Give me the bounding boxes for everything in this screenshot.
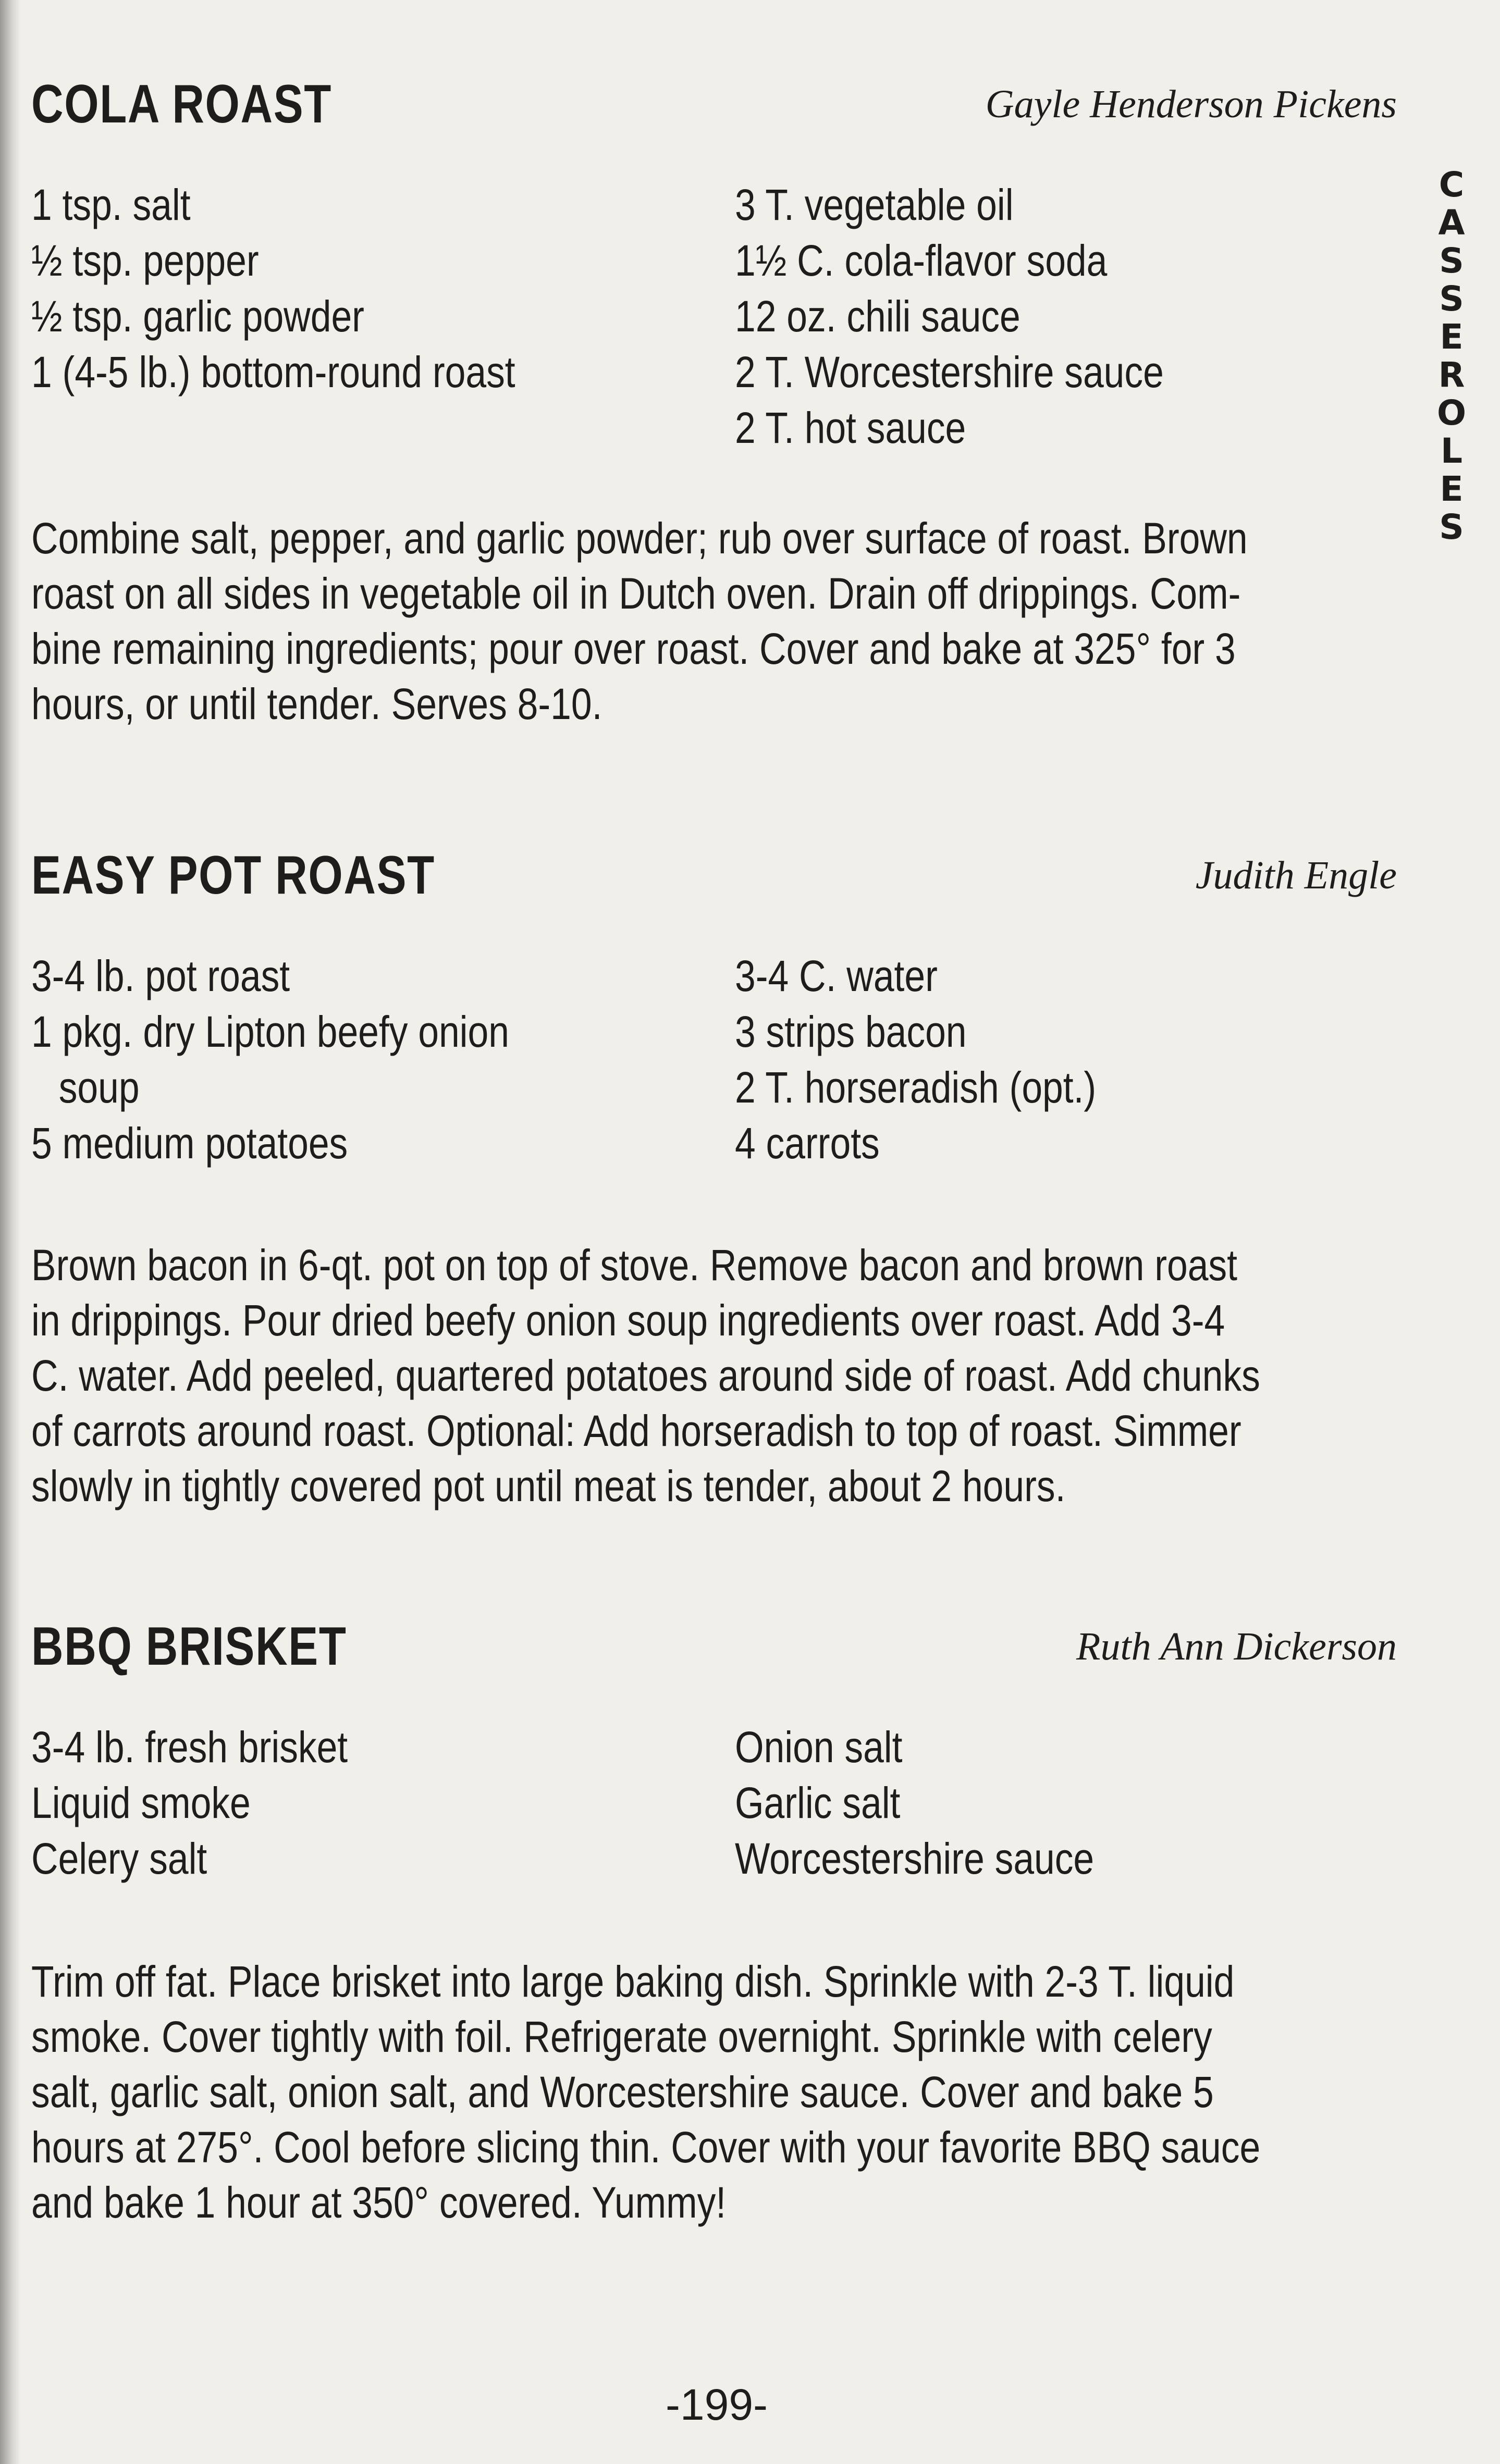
ingredient-item: Garlic salt — [735, 1778, 901, 1827]
ingredient-list — [31, 948, 1397, 1178]
recipe-header — [31, 844, 1397, 917]
recipe-directions — [31, 511, 1397, 732]
ingredient-item: Worcestershire sauce — [735, 1834, 1095, 1883]
ingredients-right-column — [735, 177, 1386, 456]
page-number: -199- — [665, 2380, 768, 2429]
ingredient-item: 5 medium potatoes — [31, 1119, 348, 1168]
ingredient-item: 3 strips bacon — [735, 1007, 967, 1056]
directions-line: Brown bacon in 6-qt. pot on top of stove. Remove bacon and brown roast — [31, 1241, 1237, 1290]
ingredient-item: 1½ C. cola-flavor soda — [735, 236, 1108, 285]
recipe-directions — [31, 1954, 1397, 2230]
ingredients-right-column — [735, 948, 1386, 1171]
side-tab-letter: S — [1439, 279, 1464, 319]
directions-line: salt, garlic salt, onion salt, and Worcestershire sauce. Cover and bake 5 — [31, 2067, 1214, 2116]
recipe-author: Judith Engle — [1195, 853, 1397, 897]
ingredient-item: 3-4 C. water — [735, 951, 938, 1000]
directions-line: slowly in tightly covered pot until meat is tender, about 2 hours. — [31, 1462, 1066, 1510]
ingredient-item: 2 T. hot sauce — [735, 403, 966, 452]
ingredient-item: 12 oz. chili sauce — [735, 292, 1021, 341]
ingredient-list — [31, 1719, 1397, 1897]
ingredient-list — [31, 177, 1397, 459]
ingredient-item: 3-4 lb. fresh brisket — [31, 1723, 348, 1772]
ingredient-item: Celery salt — [31, 1834, 207, 1883]
side-tab-letter: O — [1436, 393, 1467, 433]
section-side-tab — [1431, 166, 1472, 546]
directions-line: bine remaining ingredients; pour over roast. Cover and bake at 325° for 3 — [31, 624, 1236, 673]
ingredient-item: 1 (4-5 lb.) bottom-round roast — [31, 348, 515, 397]
ingredient-item: Onion salt — [735, 1723, 903, 1772]
ingredient-item: 3 T. vegetable oil — [735, 180, 1014, 229]
ingredient-item: 4 carrots — [735, 1119, 880, 1168]
recipe-header — [31, 1615, 1397, 1688]
side-tab-letter: E — [1440, 469, 1464, 509]
side-tab-letter: L — [1440, 431, 1463, 471]
recipe-title: EASY POT ROAST — [31, 845, 435, 906]
recipe-header — [31, 73, 1397, 146]
ingredient-item: ½ tsp. pepper — [31, 236, 259, 285]
directions-line: in drippings. Pour dried beefy onion soup ingredients over roast. Add 3-4 — [31, 1296, 1225, 1345]
side-tab-letter: R — [1438, 355, 1465, 395]
page-gutter-shadow — [0, 0, 21, 2464]
directions-line: hours, or until tender. Serves 8-10. — [31, 679, 603, 728]
ingredient-item: Liquid smoke — [31, 1778, 251, 1827]
directions-line: and bake 1 hour at 350° covered. Yummy! — [31, 2178, 727, 2227]
recipe-author: Gayle Henderson Pickens — [985, 82, 1397, 126]
recipe-cola-roast — [31, 73, 1397, 728]
ingredient-item: 2 T. horseradish (opt.) — [735, 1063, 1097, 1112]
ingredient-item: 3-4 lb. pot roast — [31, 951, 290, 1000]
ingredients-left-column — [31, 1719, 709, 1887]
recipe-easy-pot-roast — [31, 844, 1397, 1510]
side-tab-letter: C — [1438, 165, 1465, 205]
recipe-author: Ruth Ann Dickerson — [1076, 1625, 1397, 1668]
directions-line: Combine salt, pepper, and garlic powder; rub over surface of roast. Brown — [31, 514, 1248, 563]
side-tab-letter: S — [1439, 241, 1464, 281]
ingredient-item-continued: soup — [58, 1063, 140, 1112]
recipe-directions — [31, 1237, 1397, 1514]
recipe-title: BBQ BRISKET — [31, 1616, 347, 1677]
directions-line: Trim off fat. Place brisket into large baking dish. Sprinkle with 2-3 T. liquid — [31, 1957, 1235, 2006]
ingredient-item: ½ tsp. garlic powder — [31, 292, 364, 341]
ingredients-right-column — [735, 1719, 1386, 1887]
side-tab-letter: S — [1439, 507, 1464, 547]
directions-line: C. water. Add peeled, quartered potatoes around side of roast. Add chunks — [31, 1351, 1260, 1400]
directions-line: smoke. Cover tightly with foil. Refrigerate overnight. Sprinkle with celery — [31, 2012, 1212, 2061]
side-tab-letter: A — [1438, 203, 1465, 243]
recipe-title: COLA ROAST — [31, 74, 333, 134]
directions-line: of carrots around roast. Optional: Add horseradish to top of roast. Simmer — [31, 1406, 1241, 1455]
ingredients-left-column — [31, 948, 709, 1171]
side-tab-letter: E — [1440, 317, 1464, 357]
ingredient-item: 1 tsp. salt — [31, 180, 191, 229]
directions-line: hours at 275°. Cool before slicing thin. Cover with your favorite BBQ sauce — [31, 2123, 1261, 2172]
ingredient-item: 2 T. Worcestershire sauce — [735, 348, 1164, 397]
directions-line: roast on all sides in vegetable oil in Dutch oven. Drain off drippings. Com- — [31, 569, 1241, 618]
ingredients-left-column — [31, 177, 709, 400]
ingredient-item: 1 pkg. dry Lipton beefy onion — [31, 1007, 509, 1056]
recipe-bbq-brisket — [31, 1615, 1397, 2227]
